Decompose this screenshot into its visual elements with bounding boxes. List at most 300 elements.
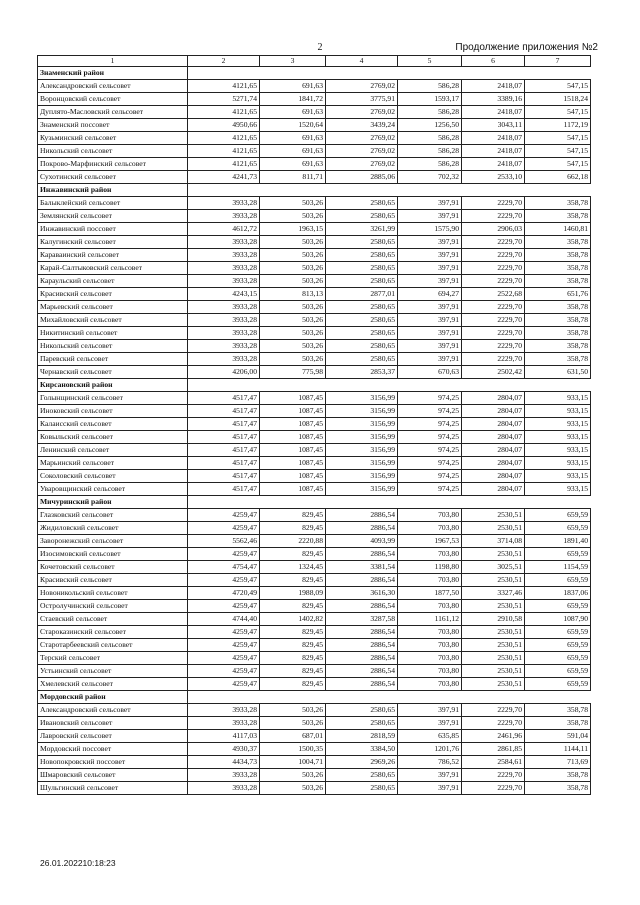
value-cell: 691,63 [260, 106, 326, 119]
value-cell: 4121,65 [188, 145, 260, 158]
value-cell: 1201,76 [398, 743, 462, 756]
value-cell: 2229,70 [462, 769, 525, 782]
value-cell: 397,91 [398, 769, 462, 782]
region-header-row [38, 691, 591, 704]
table-row [38, 314, 591, 327]
value-cell: 547,15 [525, 80, 591, 93]
value-cell: 503,26 [260, 327, 326, 340]
value-cell: 662,18 [525, 171, 591, 184]
value-cell: 1460,81 [525, 223, 591, 236]
municipality-name: Старотарбеевский сельсовет [38, 639, 188, 652]
municipality-name: Лавровский сельсовет [38, 730, 188, 743]
value-cell: 829,45 [260, 678, 326, 691]
table-row [38, 717, 591, 730]
municipality-name: Александровский сельсовет [38, 80, 188, 93]
empty-cell [398, 496, 462, 509]
value-cell: 2580,65 [326, 704, 398, 717]
empty-cell [188, 379, 260, 392]
table-row [38, 756, 591, 769]
value-cell: 5562,46 [188, 535, 260, 548]
municipality-name: Калаисский сельсовет [38, 418, 188, 431]
value-cell: 1988,09 [260, 587, 326, 600]
value-cell: 591,04 [525, 730, 591, 743]
table-row [38, 158, 591, 171]
value-cell: 358,78 [525, 769, 591, 782]
value-cell: 397,91 [398, 301, 462, 314]
value-cell: 2804,07 [462, 483, 525, 496]
municipality-name: Дуплято-Масловский сельсовет [38, 106, 188, 119]
table-row [38, 509, 591, 522]
municipality-name: Покрово-Марфинский сельсовет [38, 158, 188, 171]
value-cell: 1402,82 [260, 613, 326, 626]
value-cell: 2461,96 [462, 730, 525, 743]
table-row [38, 665, 591, 678]
empty-cell [260, 379, 326, 392]
value-cell: 1144,11 [525, 743, 591, 756]
value-cell: 2804,07 [462, 444, 525, 457]
table-row [38, 704, 591, 717]
value-cell: 3327,46 [462, 587, 525, 600]
municipality-name: Стаевский сельсовет [38, 613, 188, 626]
value-cell: 3384,50 [326, 743, 398, 756]
municipality-name: Хмелевский сельсовет [38, 678, 188, 691]
municipality-name: Воронцовский сельсовет [38, 93, 188, 106]
value-cell: 4950,66 [188, 119, 260, 132]
value-cell: 4517,47 [188, 405, 260, 418]
region-header-row [38, 496, 591, 509]
table-row [38, 574, 591, 587]
value-cell: 4117,03 [188, 730, 260, 743]
value-cell: 829,45 [260, 665, 326, 678]
value-cell: 2418,07 [462, 106, 525, 119]
value-cell: 3156,99 [326, 457, 398, 470]
municipality-name: Шульгинский сельсовет [38, 782, 188, 795]
value-cell: 2580,65 [326, 262, 398, 275]
table-row [38, 483, 591, 496]
value-cell: 933,15 [525, 431, 591, 444]
tariff-table [37, 55, 591, 795]
value-cell: 397,91 [398, 704, 462, 717]
municipality-name: Ленинский сельсовет [38, 444, 188, 457]
value-cell: 2229,70 [462, 275, 525, 288]
empty-cell [525, 691, 591, 704]
value-cell: 2229,70 [462, 210, 525, 223]
table-row [38, 678, 591, 691]
value-cell: 3933,28 [188, 210, 260, 223]
value-cell: 703,80 [398, 626, 462, 639]
table-row [38, 639, 591, 652]
value-cell: 397,91 [398, 782, 462, 795]
value-cell: 2229,70 [462, 301, 525, 314]
value-cell: 3616,30 [326, 587, 398, 600]
table-row [38, 288, 591, 301]
table-row [38, 210, 591, 223]
value-cell: 397,91 [398, 353, 462, 366]
value-cell: 2502,42 [462, 366, 525, 379]
value-cell: 2769,02 [326, 145, 398, 158]
value-cell: 2769,02 [326, 106, 398, 119]
empty-cell [398, 379, 462, 392]
value-cell: 775,98 [260, 366, 326, 379]
value-cell: 933,15 [525, 405, 591, 418]
table-row [38, 275, 591, 288]
value-cell: 358,78 [525, 249, 591, 262]
value-cell: 358,78 [525, 262, 591, 275]
value-cell: 3933,28 [188, 717, 260, 730]
value-cell: 1154,59 [525, 561, 591, 574]
municipality-name: Чернавский сельсовет [38, 366, 188, 379]
table-row [38, 249, 591, 262]
value-cell: 3025,51 [462, 561, 525, 574]
table-row [38, 197, 591, 210]
value-cell: 358,78 [525, 782, 591, 795]
table-row [38, 93, 591, 106]
value-cell: 358,78 [525, 197, 591, 210]
empty-cell [188, 496, 260, 509]
value-cell: 2580,65 [326, 782, 398, 795]
value-cell: 2580,65 [326, 301, 398, 314]
municipality-name: Никольский сельсовет [38, 340, 188, 353]
value-cell: 933,15 [525, 457, 591, 470]
value-cell: 3933,28 [188, 353, 260, 366]
value-cell: 2229,70 [462, 353, 525, 366]
municipality-name: Новоникольский сельсовет [38, 587, 188, 600]
value-cell: 2769,02 [326, 132, 398, 145]
value-cell: 2229,70 [462, 197, 525, 210]
municipality-name: Кузьминский сельсовет [38, 132, 188, 145]
value-cell: 659,59 [525, 652, 591, 665]
value-cell: 659,59 [525, 626, 591, 639]
value-cell: 2418,07 [462, 80, 525, 93]
value-cell: 2861,85 [462, 743, 525, 756]
municipality-name: Караваинский сельсовет [38, 249, 188, 262]
empty-cell [525, 184, 591, 197]
table-row [38, 145, 591, 158]
value-cell: 2886,54 [326, 548, 398, 561]
value-cell: 1087,45 [260, 418, 326, 431]
value-cell: 2584,61 [462, 756, 525, 769]
value-cell: 358,78 [525, 327, 591, 340]
value-cell: 4754,47 [188, 561, 260, 574]
value-cell: 2533,10 [462, 171, 525, 184]
value-cell: 1520,64 [260, 119, 326, 132]
value-cell: 703,80 [398, 665, 462, 678]
value-cell: 2886,54 [326, 574, 398, 587]
table-row [38, 444, 591, 457]
value-cell: 2580,65 [326, 210, 398, 223]
value-cell: 2804,07 [462, 457, 525, 470]
value-cell: 1837,06 [525, 587, 591, 600]
value-cell: 586,28 [398, 158, 462, 171]
empty-cell [188, 691, 260, 704]
value-cell: 5271,74 [188, 93, 260, 106]
table-row [38, 769, 591, 782]
value-cell: 703,80 [398, 600, 462, 613]
value-cell: 4517,47 [188, 431, 260, 444]
value-cell: 4930,37 [188, 743, 260, 756]
value-cell: 829,45 [260, 522, 326, 535]
value-cell: 703,80 [398, 652, 462, 665]
value-cell: 2818,59 [326, 730, 398, 743]
value-cell: 503,26 [260, 210, 326, 223]
value-cell: 659,59 [525, 678, 591, 691]
value-cell: 3156,99 [326, 431, 398, 444]
value-cell: 2885,06 [326, 171, 398, 184]
table-row [38, 743, 591, 756]
value-cell: 503,26 [260, 769, 326, 782]
value-cell: 3261,99 [326, 223, 398, 236]
table-row [38, 405, 591, 418]
value-cell: 1518,24 [525, 93, 591, 106]
value-cell: 503,26 [260, 262, 326, 275]
value-cell: 2877,01 [326, 288, 398, 301]
empty-cell [326, 67, 398, 80]
value-cell: 3156,99 [326, 444, 398, 457]
value-cell: 2886,54 [326, 639, 398, 652]
value-cell: 974,25 [398, 405, 462, 418]
municipality-name: Глазковский сельсовет [38, 509, 188, 522]
value-cell: 3933,28 [188, 197, 260, 210]
region-name: Знаменский район [38, 67, 188, 80]
value-cell: 829,45 [260, 574, 326, 587]
value-cell: 670,63 [398, 366, 462, 379]
value-cell: 4259,47 [188, 548, 260, 561]
empty-cell [326, 691, 398, 704]
column-number: 6 [462, 56, 525, 67]
value-cell: 691,63 [260, 80, 326, 93]
value-cell: 358,78 [525, 210, 591, 223]
value-cell: 2580,65 [326, 275, 398, 288]
value-cell: 3933,28 [188, 314, 260, 327]
municipality-name: Александровский сельсовет [38, 704, 188, 717]
value-cell: 4517,47 [188, 444, 260, 457]
region-header-row [38, 184, 591, 197]
municipality-name: Калугинский сельсовет [38, 236, 188, 249]
value-cell: 687,01 [260, 730, 326, 743]
municipality-name: Устьинский сельсовет [38, 665, 188, 678]
value-cell: 4720,49 [188, 587, 260, 600]
empty-cell [260, 184, 326, 197]
table-row [38, 353, 591, 366]
municipality-name: Заворонежский сельсовет [38, 535, 188, 548]
value-cell: 2906,03 [462, 223, 525, 236]
value-cell: 586,28 [398, 145, 462, 158]
value-cell: 2229,70 [462, 704, 525, 717]
value-cell: 397,91 [398, 717, 462, 730]
value-cell: 3156,99 [326, 418, 398, 431]
value-cell: 2229,70 [462, 314, 525, 327]
value-cell: 2580,65 [326, 717, 398, 730]
table-row [38, 262, 591, 275]
table-row [38, 782, 591, 795]
value-cell: 358,78 [525, 340, 591, 353]
value-cell: 4121,65 [188, 106, 260, 119]
value-cell: 397,91 [398, 249, 462, 262]
value-cell: 691,63 [260, 158, 326, 171]
municipality-name: Жидиловский сельсовет [38, 522, 188, 535]
value-cell: 358,78 [525, 704, 591, 717]
value-cell: 1324,45 [260, 561, 326, 574]
page-number: 2 [317, 42, 323, 53]
value-cell: 1087,45 [260, 457, 326, 470]
value-cell: 4517,47 [188, 483, 260, 496]
municipality-name: Уваровщинский сельсовет [38, 483, 188, 496]
value-cell: 4517,47 [188, 418, 260, 431]
municipality-name: Ковыльский сельсовет [38, 431, 188, 444]
table-row [38, 613, 591, 626]
table-row [38, 626, 591, 639]
table-body [38, 56, 591, 795]
value-cell: 3156,99 [326, 392, 398, 405]
municipality-name: Карай-Салтыковский сельсовет [38, 262, 188, 275]
value-cell: 3156,99 [326, 483, 398, 496]
value-cell: 3933,28 [188, 769, 260, 782]
value-cell: 703,80 [398, 678, 462, 691]
value-cell: 2530,51 [462, 600, 525, 613]
value-cell: 4093,99 [326, 535, 398, 548]
value-cell: 397,91 [398, 197, 462, 210]
region-name: Мордовский район [38, 691, 188, 704]
value-cell: 2769,02 [326, 80, 398, 93]
value-cell: 547,15 [525, 132, 591, 145]
empty-cell [260, 67, 326, 80]
value-cell: 3156,99 [326, 470, 398, 483]
value-cell: 4744,40 [188, 613, 260, 626]
value-cell: 2220,88 [260, 535, 326, 548]
municipality-name: Землянский сельсовет [38, 210, 188, 223]
value-cell: 2530,51 [462, 574, 525, 587]
value-cell: 4259,47 [188, 678, 260, 691]
municipality-name: Марьинский сельсовет [38, 457, 188, 470]
value-cell: 691,63 [260, 145, 326, 158]
value-cell: 503,26 [260, 249, 326, 262]
empty-cell [260, 691, 326, 704]
value-cell: 547,15 [525, 145, 591, 158]
value-cell: 4259,47 [188, 600, 260, 613]
value-cell: 713,69 [525, 756, 591, 769]
municipality-name: Мордовский поссовет [38, 743, 188, 756]
value-cell: 397,91 [398, 275, 462, 288]
value-cell: 829,45 [260, 626, 326, 639]
empty-cell [188, 184, 260, 197]
value-cell: 933,15 [525, 483, 591, 496]
value-cell: 1967,53 [398, 535, 462, 548]
table-row [38, 418, 591, 431]
value-cell: 503,26 [260, 301, 326, 314]
value-cell: 2580,65 [326, 353, 398, 366]
municipality-name: Паревский сельсовет [38, 353, 188, 366]
value-cell: 3933,28 [188, 327, 260, 340]
value-cell: 397,91 [398, 340, 462, 353]
value-cell: 358,78 [525, 236, 591, 249]
value-cell: 1256,50 [398, 119, 462, 132]
empty-cell [525, 496, 591, 509]
value-cell: 703,80 [398, 509, 462, 522]
value-cell: 1891,40 [525, 535, 591, 548]
value-cell: 2886,54 [326, 652, 398, 665]
value-cell: 3933,28 [188, 704, 260, 717]
value-cell: 2530,51 [462, 548, 525, 561]
value-cell: 2804,07 [462, 431, 525, 444]
table-row [38, 132, 591, 145]
value-cell: 691,63 [260, 132, 326, 145]
municipality-name: Кочетовский сельсовет [38, 561, 188, 574]
value-cell: 4517,47 [188, 457, 260, 470]
value-cell: 2580,65 [326, 769, 398, 782]
value-cell: 4259,47 [188, 639, 260, 652]
empty-cell [525, 67, 591, 80]
value-cell: 2530,51 [462, 509, 525, 522]
value-cell: 2530,51 [462, 678, 525, 691]
value-cell: 3933,28 [188, 782, 260, 795]
empty-cell [326, 184, 398, 197]
value-cell: 1877,50 [398, 587, 462, 600]
table-row [38, 119, 591, 132]
value-cell: 933,15 [525, 392, 591, 405]
value-cell: 2886,54 [326, 665, 398, 678]
value-cell: 2530,51 [462, 665, 525, 678]
municipality-name: Остролучинский сельсовет [38, 600, 188, 613]
value-cell: 358,78 [525, 353, 591, 366]
value-cell: 2229,70 [462, 327, 525, 340]
value-cell: 1593,17 [398, 93, 462, 106]
table-row [38, 106, 591, 119]
table-row [38, 457, 591, 470]
footer-timestamp: 26.01.202210:18:23 [40, 858, 116, 868]
value-cell: 659,59 [525, 600, 591, 613]
table-row [38, 652, 591, 665]
value-cell: 659,59 [525, 574, 591, 587]
empty-cell [525, 379, 591, 392]
value-cell: 694,27 [398, 288, 462, 301]
empty-cell [326, 379, 398, 392]
value-cell: 503,26 [260, 197, 326, 210]
value-cell: 1198,80 [398, 561, 462, 574]
value-cell: 547,15 [525, 158, 591, 171]
value-cell: 358,78 [525, 717, 591, 730]
value-cell: 397,91 [398, 210, 462, 223]
empty-cell [398, 691, 462, 704]
value-cell: 786,52 [398, 756, 462, 769]
table-row [38, 366, 591, 379]
value-cell: 635,85 [398, 730, 462, 743]
table-row [38, 535, 591, 548]
value-cell: 703,80 [398, 639, 462, 652]
value-cell: 702,32 [398, 171, 462, 184]
table-row [38, 730, 591, 743]
empty-cell [462, 691, 525, 704]
value-cell: 974,25 [398, 418, 462, 431]
municipality-name: Шмаровский сельсовет [38, 769, 188, 782]
table-row [38, 522, 591, 535]
value-cell: 4434,73 [188, 756, 260, 769]
value-cell: 659,59 [525, 665, 591, 678]
value-cell: 2580,65 [326, 314, 398, 327]
value-cell: 1841,72 [260, 93, 326, 106]
value-cell: 3043,11 [462, 119, 525, 132]
table-row [38, 587, 591, 600]
value-cell: 586,28 [398, 106, 462, 119]
value-cell: 503,26 [260, 340, 326, 353]
value-cell: 2969,26 [326, 756, 398, 769]
municipality-name: Сухотинский сельсовет [38, 171, 188, 184]
value-cell: 2886,54 [326, 522, 398, 535]
value-cell: 2522,68 [462, 288, 525, 301]
table-row [38, 561, 591, 574]
value-cell: 2580,65 [326, 327, 398, 340]
empty-cell [462, 184, 525, 197]
value-cell: 659,59 [525, 522, 591, 535]
